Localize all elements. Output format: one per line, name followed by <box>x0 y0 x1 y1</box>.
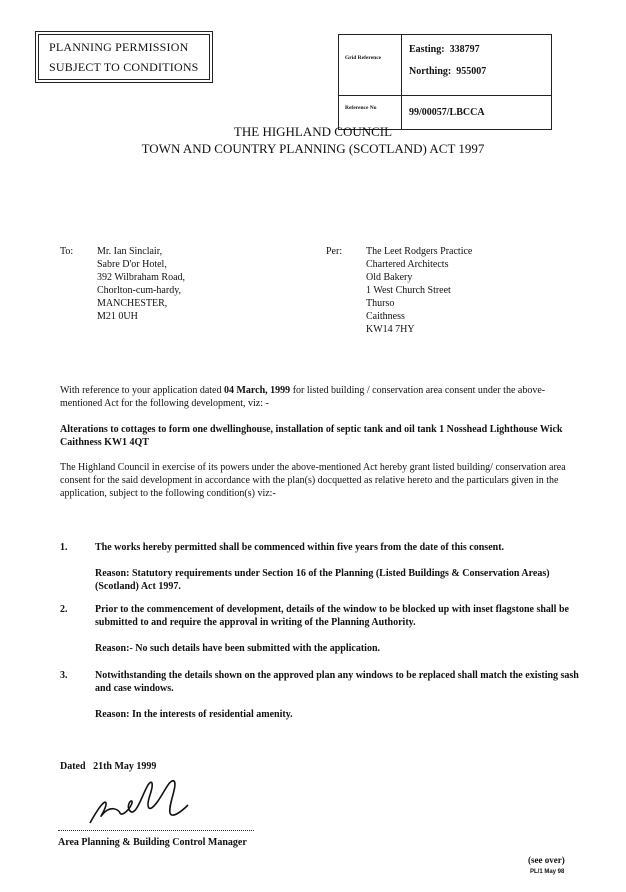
per-line: Caithness <box>366 311 405 322</box>
signature-image <box>70 775 220 830</box>
intro-paragraph <box>60 384 580 410</box>
dated-label: Dated <box>60 761 86 772</box>
to-line: MANCHESTER, <box>97 298 168 309</box>
permission-line-2: SUBJECT TO CONDITIONS <box>49 60 199 74</box>
condition-text: Prior to the commencement of development, details of the window to be blocked up with inset flagstone shall be submitted to and require the approval in writing of the Planning Authority. <box>95 604 569 628</box>
signature-line <box>58 830 254 831</box>
per-line: Thurso <box>366 298 395 309</box>
dated-row <box>60 760 156 773</box>
condition-text: The works hereby permitted shall be commenced within five years from the date of this consent. <box>95 542 505 553</box>
application-date: 04 March, 1999 <box>223 385 291 396</box>
to-line: Sabre D'or Hotel, <box>97 259 167 270</box>
reference-no-value: 99/00057/LBCCA <box>409 107 485 118</box>
to-line: Chorlton-cum-hardy, <box>97 285 182 296</box>
condition-reason: Reason: Statutory requirements under Section 16 of the Planning (Listed Buildings & Conservation Areas) (Scotland) Act 1997. <box>95 568 550 592</box>
per-line: 1 West Church Street <box>366 285 451 296</box>
grid-reference-box <box>338 34 552 130</box>
easting-row <box>409 43 480 56</box>
easting-label: Easting: <box>409 44 445 55</box>
reference-no-label: Reference No <box>345 105 377 111</box>
per-line: Old Bakery <box>366 272 413 283</box>
per-label: Per: <box>326 246 343 257</box>
intro-text-end: for listed building / conservation area consent under the above-mentioned Act for the following development, viz: - <box>60 385 546 409</box>
act-title: TOWN AND COUNTRY PLANNING (SCOTLAND) ACT 1997 <box>141 141 485 156</box>
condition-number: 3. <box>60 670 68 681</box>
condition-number: 1. <box>60 542 68 553</box>
per-line: Chartered Architects <box>366 259 449 270</box>
council-title: THE HIGHLAND COUNCIL <box>233 124 393 139</box>
per-address <box>366 245 472 336</box>
northing-value: 955007 <box>456 66 487 77</box>
condition-reason: Reason:- No such details have been submitted with the application. <box>95 643 381 654</box>
northing-label: Northing: <box>409 66 452 77</box>
easting-value: 338797 <box>449 44 480 55</box>
condition-text: Notwithstanding the details shown on the approved plan any windows to be replaced shall match the existing sash and case windows. <box>95 670 579 694</box>
grant-paragraph: The Highland Council in exercise of its powers under the above-mentioned Act hereby grant listed building/ conservation area consent for the said development in accordance with the plan(s) docquetted as relative hereto and the particulars given in the application, subject to the following condition(s) viz:- <box>60 462 566 499</box>
to-address <box>97 245 185 323</box>
permission-line-1: PLANNING PERMISSION <box>49 40 189 54</box>
condition-reason: Reason: In the interests of residential amenity. <box>95 709 293 720</box>
form-code: PL/1 May 98 <box>530 869 565 875</box>
per-line: KW14 7HY <box>366 324 415 335</box>
to-line: M21 0UH <box>97 311 138 322</box>
northing-row <box>409 65 486 78</box>
condition-number: 2. <box>60 604 68 615</box>
permission-box <box>38 34 210 80</box>
to-line: Mr. Ian Sinclair, <box>97 246 163 257</box>
per-line: The Leet Rodgers Practice <box>366 246 473 257</box>
signatory-title: Area Planning & Building Control Manager <box>58 837 247 848</box>
grid-reference-label: Grid Reference <box>345 55 382 61</box>
to-label: To: <box>60 246 74 257</box>
dated-value: 21th May 1999 <box>93 761 157 772</box>
see-over-note: (see over) <box>528 855 565 865</box>
development-description: Alterations to cottages to form one dwellinghouse, installation of septic tank and oil tank 1 Nosshead Lighthouse Wick Caithness KW1 4QT <box>60 424 563 448</box>
to-line: 392 Wilbraham Road, <box>97 272 186 283</box>
intro-text: With reference to your application dated <box>60 385 224 396</box>
